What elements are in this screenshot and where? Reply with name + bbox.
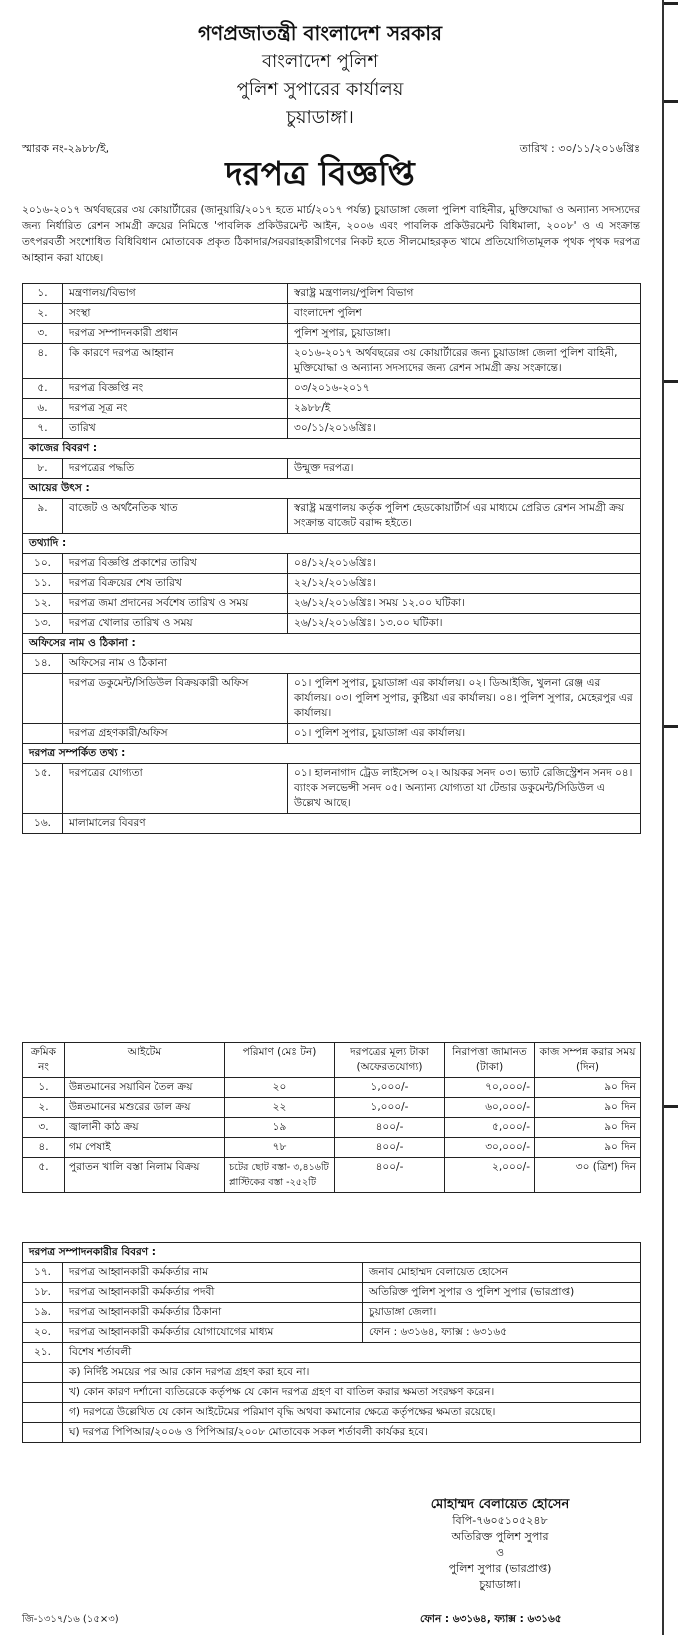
- notice-date: তারিখ : ৩০/১১/২০১৬খ্রিঃ: [519, 142, 640, 155]
- memo-number: স্মারক নং-২৯৮৮/ই,: [22, 142, 110, 155]
- col-item: আইটেম: [65, 1043, 225, 1078]
- table-row: ৫. পুরাতন খালি বস্তা নিলাম বিক্রয় চটের ছোট বস্তা- ৩,৪১৬টি প্লাস্টিকের বস্তা -২৫২টি ৪০০/- ২,০০০/- ৩০ (ত্রিশ) দিন: [23, 1158, 641, 1193]
- table-row: দরপত্র ডকুমেন্ট/সিডিউল বিক্রয়কারী অফিস ০১। পুলিশ সুপার, চুয়াডাঙ্গা এর কার্যালয়। ০২। ডিআইজি, খুলনা রেঞ্জ এর কার্যালয়। ০৩। পুলিশ সুপার, কুষ্টিয়া এর কার্যালয়। ০৪। পুলিশ সুপার, মেহেরপুর এর কার্যালয়।: [23, 674, 641, 724]
- signatory-place: চুয়াডাঙ্গা।: [479, 1578, 521, 1591]
- section-heading-row: [23, 744, 641, 764]
- edge-tick: [664, 1105, 678, 1108]
- edge-tick: [664, 2, 678, 5]
- table-row: দরপত্র গ্রহণকারী/অফিস ০১। পুলিশ সুপার, চুয়াডাঙ্গা এর কার্যালয়।: [23, 724, 641, 744]
- section-heading-row: [23, 1243, 641, 1263]
- signature-block: [400, 1497, 600, 1593]
- table-row: ১. উন্নতমানের সয়াবিন তৈল ক্রয় ২০ ১,০০০/- ৭০,০০০/- ৯০ দিন: [23, 1078, 641, 1098]
- condition-row: খ) কোন কারণ দর্শানো ব্যতিরেকে কর্তৃপক্ষ যে কোন দরপত্র গ্রহণ বা বাতিল করার ক্ষমতা সংরক্ষণ করেন।: [23, 1383, 641, 1403]
- section-work: কাজের বিবরণ :: [23, 439, 641, 459]
- edge-tick: [664, 100, 678, 103]
- intro-paragraph: ২০১৬-২০১৭ অর্থবছরের ৩য় কোয়ার্টারের (জানুয়ারি/২০১৭ হতে মার্চ/২০১৭ পর্যন্ত) চুয়াডাঙ্গা জেলা পুলিশ বাহিনীর, মুক্তিযোদ্ধা ও অন্যান্য সদস্যদের জন্য নির্ধারিত রেশন সামগ্রী ক্রয়ের নিমিত্তে 'পাবলিক প্রকিউরমেন্ট আইন, ২০০৬ এবং পাবলিক প্রকিউরমেন্ট বিধিমালা, ২০০৮' ও এ সংক্রান্ত তৎপরবর্তী সংশোধিত বিধিবিধান মোতাবেক প্রকৃত ঠিকাদার/সরবরাহকারীগণের নিকট হতে সীলমোহরকৃত খামে প্রতিযোগিতামূলক পৃথক পৃথক দরপত্র আহ্বান করা যাচ্ছে।: [22, 204, 640, 264]
- table-row: ১৮. দরপত্র আহ্বানকারী কর্মকর্তার পদবী অতিরিক্ত পুলিশ সুপার ও পুলিশ সুপার (ভারপ্রাপ্ত): [23, 1283, 641, 1303]
- col-security: নিরাপত্তা জামানত (টাকা): [445, 1043, 535, 1078]
- table-row: ১১. দরপত্র বিক্রয়ের শেষ তারিখ ২২/১২/২০১৬খ্রিঃ।: [23, 574, 641, 594]
- notice-title: দরপত্র বিজ্ঞপ্তি: [225, 154, 415, 193]
- government-header: [0, 18, 640, 132]
- table-row: ১৪. অফিসের নাম ও ঠিকানা: [23, 654, 641, 674]
- edge-tick: [664, 380, 678, 383]
- items-header-row: [23, 1043, 641, 1078]
- table-row: ৩. দরপত্র সম্পাদনকারী প্রধান পুলিশ সুপার, চুয়াডাঙ্গা।: [23, 324, 641, 344]
- tender-info-table: [22, 283, 641, 834]
- table-row: ১৫. দরপত্রের যোগ্যতা ০১। হালনাগাদ ট্রেড লাইসেন্স ০২। আয়কর সনদ ০৩। ভ্যাট রেজিস্ট্রেশন সনদ ০৪। ব্যাংক সলভেন্সী সনদ ০৫। অন্যান্য যোগ্যতা যা টেন্ডার ডকুমেন্ট/সিডিউল এ উল্লেখ আছে।: [23, 764, 641, 814]
- section-official: দরপত্র সম্পাদনকারীর বিবরণ :: [23, 1243, 641, 1263]
- edge-tick: [664, 725, 678, 728]
- table-row: ১০. দরপত্র বিজ্ঞপ্তি প্রকাশের তারিখ ০৪/১২/২০১৬খ্রিঃ।: [23, 554, 641, 574]
- section-heading-row: [23, 634, 641, 654]
- table-row: ১৭. দরপত্র আহ্বানকারী কর্মকর্তার নাম জনাব মোহাম্মদ বেলায়েত হোসেন: [23, 1263, 641, 1283]
- section-heading-row: [23, 479, 641, 499]
- section-heading-row: [23, 534, 641, 554]
- table-row: ১২. দরপত্র জমা প্রদানের সর্বশেষ তারিখ ও সময় ২৬/১২/২০১৬খ্রিঃ। সময় ১২.০০ ঘটিকা।: [23, 594, 641, 614]
- signatory-designation: অতিরিক্ত পুলিশ সুপার: [451, 1530, 549, 1543]
- col-qty: পরিমাণ (মেঃ টন): [225, 1043, 335, 1078]
- footer-contact: ফোন : ৬৩১৬৪, ফ্যাক্স : ৬৩১৬৫: [420, 1613, 562, 1625]
- section-office: অফিসের নাম ও ঠিকানা :: [23, 634, 641, 654]
- official-table: [22, 1242, 641, 1443]
- table-row: ৯. বাজেট ও অর্থনৈতিক খাত স্বরাষ্ট্র মন্ত্রণালয় কর্তৃক পুলিশ হেডকোয়ার্টার্স এর মাধ্যমে প্রেরিত রেশন সামগ্রী ক্রয় সংক্রান্ত বাজেট বরাদ্দ হইতে।: [23, 499, 641, 534]
- condition-row: ক) নির্দিষ্ট সময়ের পর আর কোন দরপত্র গ্রহণ করা হবে না।: [23, 1363, 641, 1383]
- table-row: ২. সংস্থা বাংলাদেশ পুলিশ: [23, 304, 641, 324]
- items-table: [22, 1042, 641, 1193]
- col-price: দরপত্রের মূল্য টাকা (অফেরতযোগ্য): [335, 1043, 445, 1078]
- table-row: ২. উন্নতমানের মশুরের ডাল ক্রয় ২২ ১,০০০/- ৬০,০০০/- ৯০ দিন: [23, 1098, 641, 1118]
- table-row: ১৯. দরপত্র আহ্বানকারী কর্মকর্তার ঠিকানা চুয়াডাঙ্গা জেলা।: [23, 1303, 641, 1323]
- header-government: গণপ্রজাতন্ত্রী বাংলাদেশ সরকার: [198, 21, 442, 45]
- section-heading-row: [23, 439, 641, 459]
- table-row: ১৩. দরপত্র খোলার তারিখ ও সময় ২৬/১২/২০১৬খ্রিঃ। ১৩.০০ ঘটিকা।: [23, 614, 641, 634]
- table-row: ৩. জ্বালানী কাঠ ক্রয় ১৯ ৪০০/- ৫,০০০/- ৯০ দিন: [23, 1118, 641, 1138]
- col-time: কাজ সম্পন্ন করার সময় (দিন): [535, 1043, 641, 1078]
- table-row: ৪. গম পেষাই ৭৮ ৪০০/- ৩০,০০০/- ৯০ দিন: [23, 1138, 641, 1158]
- signatory-and: ও: [495, 1546, 505, 1559]
- print-code: জি-১৩১৭/১৬ (১৫×৩): [22, 1614, 119, 1625]
- header-office: পুলিশ সুপারের কার্যালয়: [236, 79, 404, 100]
- section-tender: দরপত্র সম্পর্কিত তথ্য :: [23, 744, 641, 764]
- section-fund: আয়ের উৎস :: [23, 479, 641, 499]
- table-row: ৭. তারিখ ৩০/১১/২০১৬খ্রিঃ।: [23, 419, 641, 439]
- section-info: তথ্যাদি :: [23, 534, 641, 554]
- page-edge-line: [662, 0, 664, 1635]
- table-row: ১৬. মালামালের বিবরণ: [23, 814, 641, 834]
- table-row: ১. মন্ত্রণালয়/বিভাগ স্বরাষ্ট্র মন্ত্রণালয়/পুলিশ বিভাগ: [23, 284, 641, 304]
- signatory-designation-2: পুলিশ সুপার (ভারপ্রাপ্ত): [448, 1562, 552, 1575]
- header-police: বাংলাদেশ পুলিশ: [261, 51, 379, 72]
- signatory-name: মোহাম্মদ বেলায়েত হোসেন: [430, 1497, 570, 1512]
- table-row: ৬. দরপত্র সূত্র নং ২৯৮৮/ই: [23, 399, 641, 419]
- condition-row: ঘ) দরপত্র পিপিআর/২০০৬ ও পিপিআর/২০০৮ মোতাবেক সকল শর্তাবলী কার্যকর হবে।: [23, 1423, 641, 1443]
- table-row: ২০. দরপত্র আহ্বানকারী কর্মকর্তার যোগাযোগের মাধ্যম ফোন : ৬৩১৬৪, ফ্যাক্স : ৬৩১৬৫: [23, 1323, 641, 1343]
- header-district: চুয়াডাঙ্গা।: [286, 107, 354, 128]
- table-row: ৪. কি কারণে দরপত্র আহ্বান ২০১৬-২০১৭ অর্থবছরের ৩য় কোয়ার্টারের জন্য চুয়াডাঙ্গা জেলা পুলিশ বাহিনী, মুক্তিযোদ্ধা ও অন্যান্য সদস্যদের জন্য রেশন সামগ্রী ক্রয় সংক্রান্তে।: [23, 344, 641, 379]
- condition-row: গ) দরপত্রে উল্লেখিত যে কোন আইটেমের পরিমাণ বৃদ্ধি অথবা কমানোর ক্ষেত্রে কর্তৃপক্ষের ক্ষমতা রয়েছে।: [23, 1403, 641, 1423]
- table-row: ২১. বিশেষ শর্তাবলী: [23, 1343, 641, 1363]
- table-row: ৫. দরপত্র বিজ্ঞপ্তি নং ০৩/২০১৬-২০১৭: [23, 379, 641, 399]
- signatory-id: বিপি-৭৬০৫১০৫২৪৮: [452, 1514, 548, 1527]
- col-sl: ক্রমিক নং: [23, 1043, 65, 1078]
- table-row: ৮. দরপত্রের পদ্ধতি উন্মুক্ত দরপত্র।: [23, 459, 641, 479]
